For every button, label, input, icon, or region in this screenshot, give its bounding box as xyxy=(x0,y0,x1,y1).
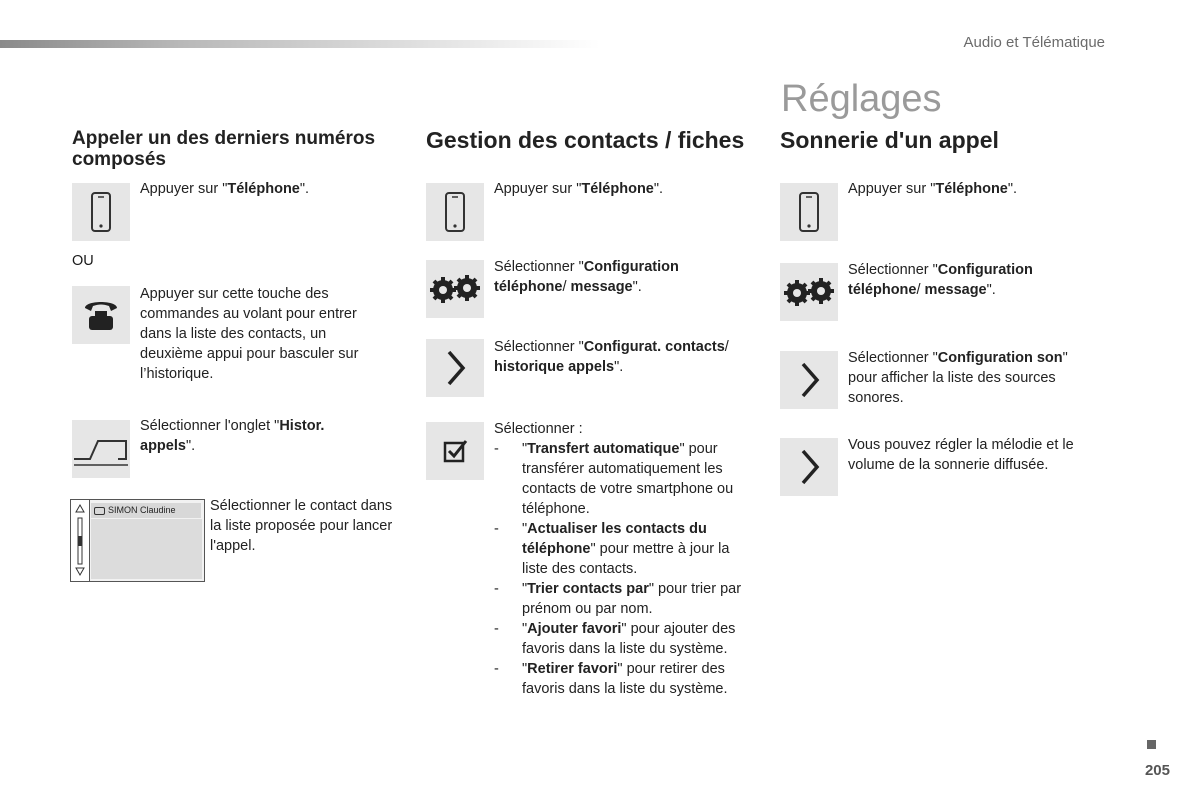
list-item: - "Transfert automatique" pour transférer automatiquement les contacts de votre smartphone ou téléphone. xyxy=(494,441,734,517)
page-marker xyxy=(1147,740,1156,749)
phone-icon-box-3 xyxy=(780,183,838,241)
list-item: - "Trier contacts par" pour trier par prénom ou par nom. xyxy=(494,581,742,617)
col1-step2: Appuyer sur cette touche des commandes au volant pour entrer dans la liste des contacts, un deuxième appui pour basculer sur l’historique. xyxy=(140,286,359,382)
col3-heading: Sonnerie d'un appel xyxy=(780,127,999,153)
chevron-icon-box xyxy=(426,339,484,397)
col1-step1: Appuyer sur "Téléphone". xyxy=(140,181,310,197)
list-item: - "Actualiser les contacts du téléphone" pour mettre à jour la liste des contacts. xyxy=(494,521,730,577)
list-item: - "Retirer favori" pour retirer des favoris dans la liste du système. xyxy=(494,661,728,697)
col2-step3: Sélectionner "Configurat. contacts/ historique appels". xyxy=(494,339,729,375)
col1-step4: Sélectionner le contact dans la liste proposée pour lancer l'appel. xyxy=(210,498,393,554)
col2-step4 xyxy=(494,419,756,699)
chevron-right-icon xyxy=(440,346,470,390)
phone-icon xyxy=(442,190,468,234)
gears-icon-box xyxy=(426,260,484,318)
list-item: - "Ajouter favori" pour ajouter des favoris dans la liste du système. xyxy=(494,621,736,657)
phone-icon-box xyxy=(72,183,130,241)
col3-step3: Sélectionner "Configuration son" pour afficher la liste des sources sonores. xyxy=(848,350,1068,406)
section-title: Réglages xyxy=(781,78,942,120)
col3-step2: Sélectionner "Configuration téléphone/ message". xyxy=(848,262,1033,298)
checkbox-icon-box xyxy=(426,422,484,480)
steering-phone-icon-box xyxy=(72,286,130,344)
contact-name: SIMON Claudine xyxy=(108,505,176,515)
contact-row xyxy=(91,503,201,518)
option-list xyxy=(494,439,756,699)
gears-icon xyxy=(782,277,836,307)
col2-step4-intro: Sélectionner : xyxy=(494,421,583,437)
contact-card-icon xyxy=(94,507,105,515)
col2-heading: Gestion des contacts / fiches xyxy=(426,127,745,153)
chevron-right-icon xyxy=(794,445,824,489)
col2-step2: Sélectionner "Configuration téléphone/ message". xyxy=(494,259,679,295)
col2-step1: Appuyer sur "Téléphone". xyxy=(494,181,664,197)
tab-icon-box xyxy=(72,420,130,478)
col3-step4: Vous pouvez régler la mélodie et le volume de la sonnerie diffusée. xyxy=(848,437,1074,473)
col1-step3: Sélectionner l'onglet "Histor. appels". xyxy=(140,418,325,454)
screen-scrollbar xyxy=(71,500,90,581)
gears-icon-box-3 xyxy=(780,263,838,321)
gears-icon xyxy=(428,274,482,304)
col1-heading: Appeler un des derniers numéros composés xyxy=(72,128,376,170)
tab-icon xyxy=(72,429,130,469)
screen-body xyxy=(91,519,202,579)
chevron-icon-box-3b xyxy=(780,438,838,496)
contact-list-screen xyxy=(70,499,205,582)
or-label: OU xyxy=(72,253,94,269)
checkbox-icon xyxy=(440,436,470,466)
steering-phone-icon xyxy=(79,294,123,336)
chapter-title: Audio et Télématique xyxy=(963,34,1105,51)
chevron-icon-box-3a xyxy=(780,351,838,409)
phone-icon xyxy=(88,190,114,234)
col3-step1: Appuyer sur "Téléphone". xyxy=(848,181,1018,197)
phone-icon xyxy=(796,190,822,234)
phone-icon-box-2 xyxy=(426,183,484,241)
page-number: 205 xyxy=(1144,762,1170,779)
top-gradient-bar xyxy=(0,40,600,48)
chevron-right-icon xyxy=(794,358,824,402)
